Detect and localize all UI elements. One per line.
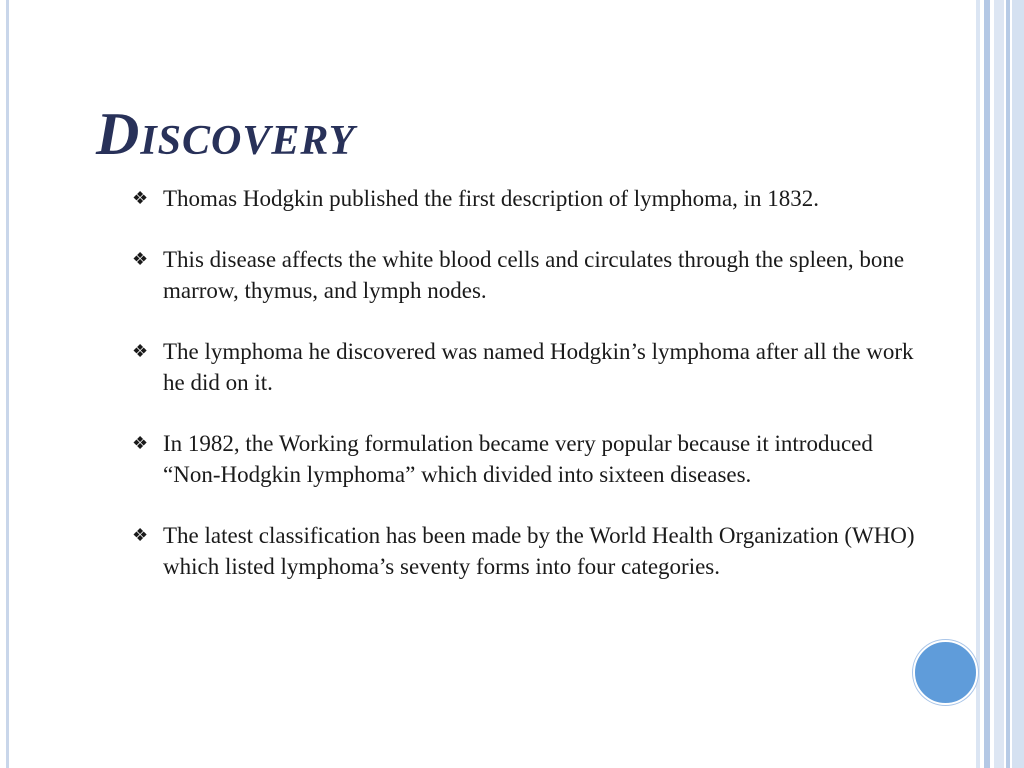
bullet-list [130, 183, 930, 612]
right-border-stripe [976, 0, 980, 768]
diamond-bullet-icon: ❖ [132, 433, 149, 453]
left-border-line [6, 0, 9, 768]
slide-title: Discovery [96, 101, 356, 167]
diamond-bullet-icon: ❖ [132, 525, 149, 545]
bullet-text: Thomas Hodgkin published the first description of lymphoma, in 1832. [163, 186, 820, 211]
bullet-text: The lymphoma he discovered was named Hodgkin’s lymphoma after all the work he did on it. [163, 339, 914, 395]
diamond-bullet-icon: ❖ [132, 341, 149, 361]
right-border-stripe [1006, 0, 1010, 768]
diamond-bullet-icon: ❖ [132, 249, 149, 269]
right-border-stripe [1012, 0, 1024, 768]
bullet-item [130, 428, 930, 490]
bullet-item [130, 183, 930, 214]
bullet-item [130, 244, 930, 306]
right-border-stripe [984, 0, 990, 768]
bullet-item [130, 336, 930, 398]
right-border-stripe [994, 0, 1004, 768]
diamond-bullet-icon: ❖ [132, 188, 149, 208]
bullet-text: In 1982, the Working formulation became very popular because it introduced “Non-Hodgkin lymphoma” which divided into sixteen diseases. [163, 431, 873, 487]
bullet-text: The latest classification has been made by the World Health Organization (WHO) which listed lymphoma’s seventy forms into four categories. [163, 523, 915, 579]
decorative-circle [913, 640, 978, 705]
bullet-item [130, 520, 930, 582]
bullet-text: This disease affects the white blood cells and circulates through the spleen, bone marrow, thymus, and lymph nodes. [163, 247, 905, 303]
